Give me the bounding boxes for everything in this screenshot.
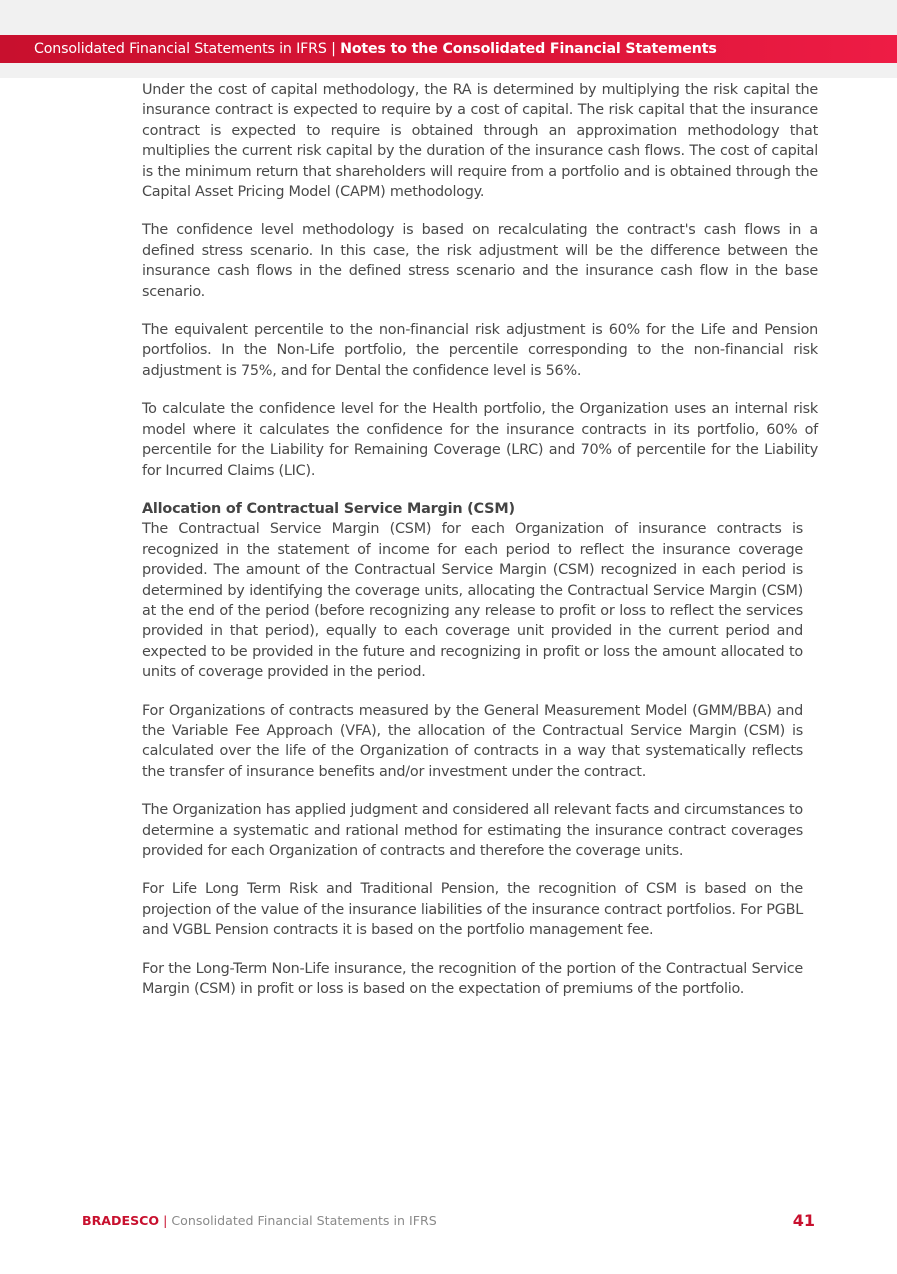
paragraph-equivalent-percentile: The equivalent percentile to the non-financial risk adjustment is 60% for the Life and Pension portfolios. In the Non-Life portfolio, the percentile corresponding to the non-financial risk adjustment is 75%, and for Dental the confidence level is 56%. [142, 322, 818, 379]
paragraph-cost-of-capital: Under the cost of capital methodology, the RA is determined by multiplying the risk capital the insurance contract is expected to require by a cost of capital. The risk capital that the insurance contract is expected to require is obtained through an approximation methodology that multiplies the current risk capital by the duration of the insurance cash flows. The cost of capital is the minimum return that shareholders will require from a portfolio and is obtained through the Capital Asset Pricing Model (CAPM) methodology. [142, 82, 818, 201]
paragraph-csm-recognition: The Contractual Service Margin (CSM) for each Organization of insurance contracts is recognized in the statement of income for each period to reflect the insurance coverage provided. The amount of the Contractual Service Margin (CSM) recognized in each period is determined by identifying the coverage units, allocating the Contractual Service Margin (CSM) at the end of the period (before recognizing any release to profit or loss to reflect the services provided in that period), equally to each coverage unit provided in the current period and expected to be provided in the future and recognizing in profit or loss the amount allocated to units of coverage provided in the period. [142, 521, 803, 681]
footer-title [82, 1213, 437, 1228]
footer-doc-title: Consolidated Financial Statements in IFRS [171, 1212, 437, 1228]
page-content [142, 80, 818, 1017]
header-section-title: Notes to the Consolidated Financial Statements [340, 41, 717, 57]
footer-separator: | [159, 1212, 172, 1228]
header-title [34, 41, 717, 57]
paragraph-health-portfolio: To calculate the confidence level for the Health portfolio, the Organization uses an internal risk model where it calculates the confidence for the insurance contracts in its portfolio, 60% of percentile for the Liability for Remaining Coverage (LRC) and 70% of percentile for the Liability for Incurred Claims (LIC). [142, 401, 818, 479]
page-footer [82, 1209, 815, 1231]
header-bar [0, 35, 897, 63]
header-separator: | [326, 41, 341, 57]
section-heading-csm: Allocation of Contractual Service Margin (CSM) [142, 500, 515, 517]
paragraph-csm-non-life: For the Long-Term Non-Life insurance, the recognition of the portion of the Contractual Service Margin (CSM) in profit or loss is based on the expectation of premiums of the portfolio. [142, 960, 803, 998]
paragraph-csm-judgment: The Organization has applied judgment and considered all relevant facts and circumstances to determine a systematic and rational method for estimating the insurance contract coverages provided for each Organization of contracts and therefore the coverage units. [142, 802, 803, 859]
page-number: 41 [792, 1210, 815, 1230]
header-doc-title: Consolidated Financial Statements in IFRS [34, 41, 327, 57]
footer-brand: BRADESCO [82, 1212, 160, 1228]
paragraph-csm-life-pension: For Life Long Term Risk and Traditional Pension, the recognition of CSM is based on the projection of the value of the insurance liabilities of the insurance contract portfolios. For PGBL and VGBL Pension contracts it is based on the portfolio management fee. [142, 881, 803, 939]
paragraph-csm-gmm-vfa: For Organizations of contracts measured by the General Measurement Model (GMM/BBA) and the Variable Fee Approach (VFA), the allocation of the Contractual Service Margin (CSM) is calculated over the life of the Organization of contracts in a way that systematically reflects the transfer of insurance benefits and/or investment under the contract. [142, 702, 803, 780]
paragraph-confidence-level-methodology: The confidence level methodology is based on recalculating the contract's cash flows in a defined stress scenario. In this case, the risk adjustment will be the difference between the insurance cash flows in the defined stress scenario and the insurance cash flow in the base scenario. [142, 222, 818, 300]
